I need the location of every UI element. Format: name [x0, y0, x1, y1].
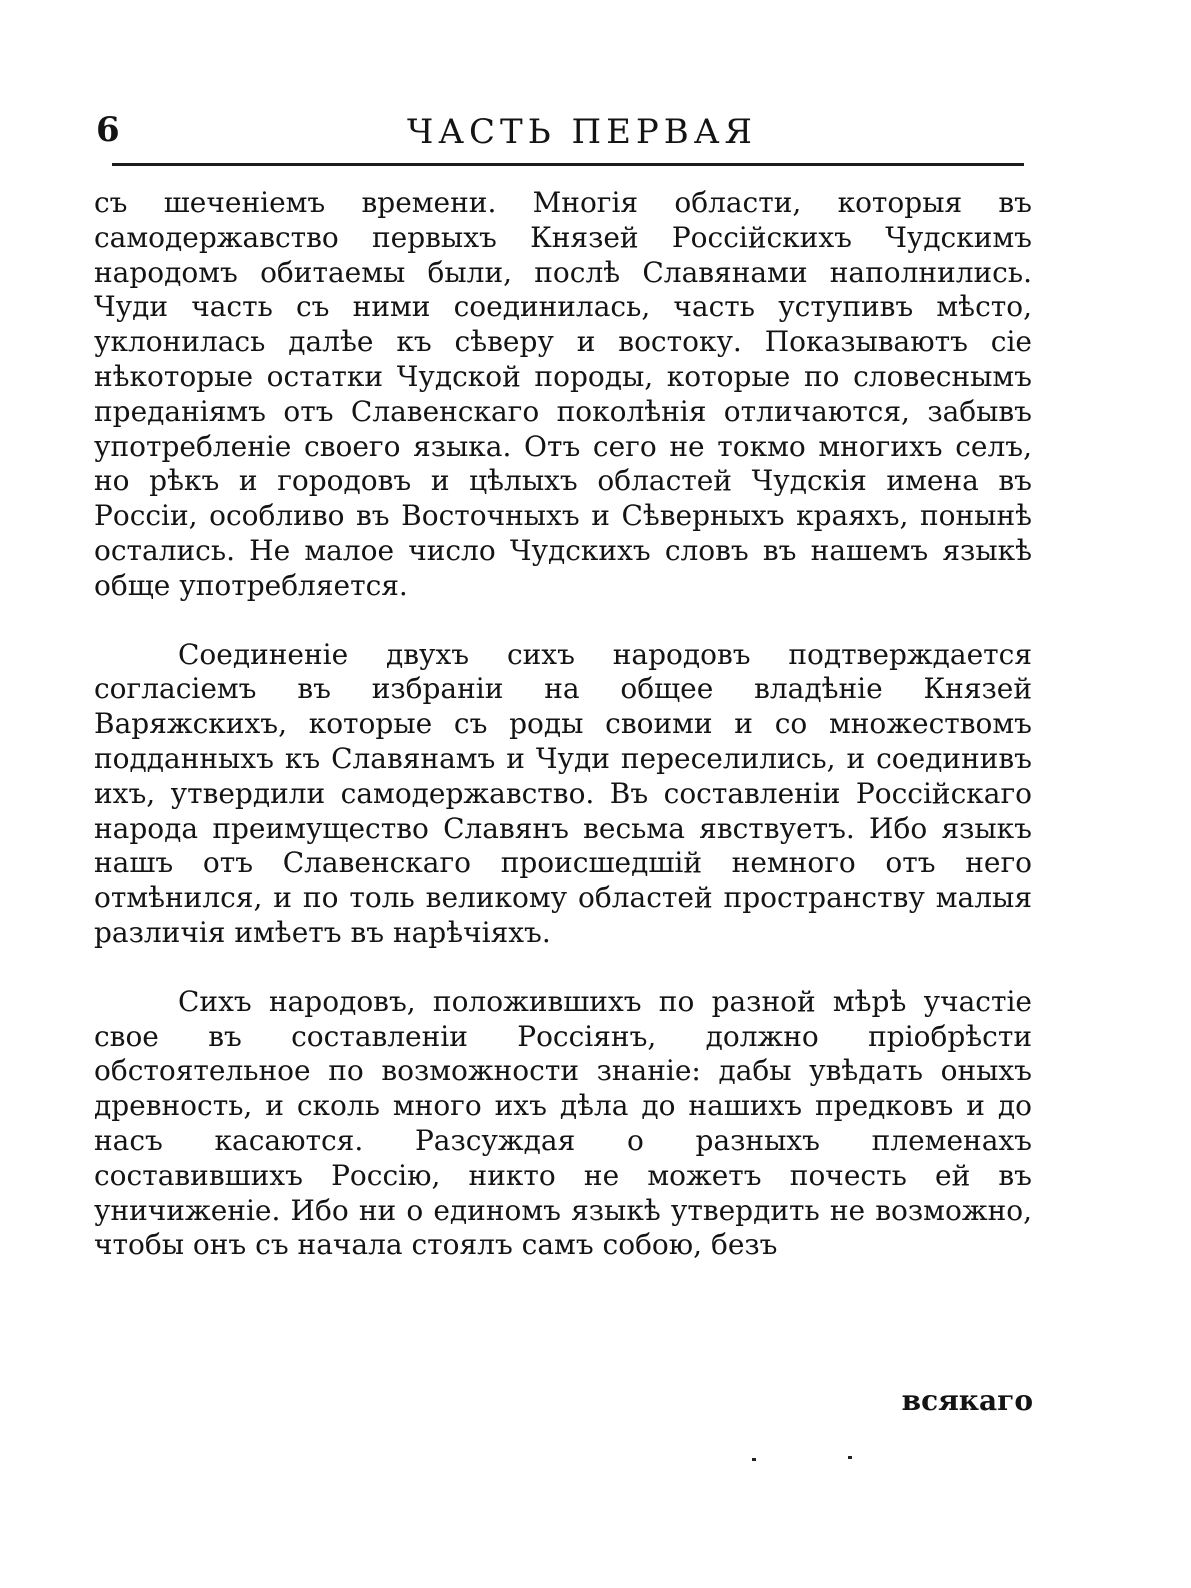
print-speck	[848, 1456, 852, 1459]
print-speck	[752, 1458, 756, 1461]
paragraph-3: Сихъ народовъ, положившихъ по разной мѣрѣ участіе свое въ составленіи Россіянъ, должно пріобрѣсти обстоятельное по возможности знаніе: дабы увѣдать оныхъ древность, и сколь много ихъ дѣла до нашихъ предковъ и до насъ касаются. Разсуждая о разныхъ племенахъ составившихъ Россію, никто не можетъ почесть ей въ уничиженіе. Ибо ни о единомъ языкѣ утвердить не возможно, чтобы онъ съ начала стоялъ самъ собою, безъ	[94, 984, 1032, 1262]
page-number: 6	[96, 110, 120, 150]
running-title: ЧАСТЬ ПЕРВАЯ	[407, 112, 757, 152]
paragraph-2: Соединеніе двухъ сихъ народовъ подтверждается согласіемъ въ избраніи на общее владѣніе Князей Варяжскихъ, которые съ роды своими и со множествомъ подданныхъ къ Славянамъ и Чуди переселились, и соединивъ ихъ, утвердили самодержавство. Въ составленіи Россійскаго народа преимущество Славянъ весьма явствуетъ. Ибо языкъ нашъ отъ Славенскаго происшедшій немного отъ него отмѣнился, и по толь великому областей пространству малыя различія имѣетъ въ нарѣчіяхъ.	[94, 637, 1032, 949]
header-rule	[112, 163, 1024, 166]
paragraph-1: съ шеченіемъ времени. Многія области, которыя въ самодержавство первыхъ Князей Россійскихъ Чудскимъ народомъ обитаемы были, послѣ Славянами наполнились. Чуди часть съ ними соединилась, часть уступивъ мѣсто, уклонилась далѣе къ сѣверу и востоку. Показываютъ сіе нѣкоторые остатки Чудской породы, которые по словеснымъ преданіямъ отъ Славенскаго поколѣнія отличаются, забывъ употребленіе своего языка. Отъ сего не токмо многихъ селъ, но рѣкъ и городовъ и цѣлыхъ областей Чудскія имена въ Россіи, особливо въ Восточныхъ и Сѣверныхъ краяхъ, понынѣ остались. Не малое число Чудскихъ словъ въ нашемъ языкѣ обще употребляется.	[94, 186, 1032, 602]
running-head	[92, 104, 1032, 154]
catchword: всякаго	[901, 1384, 1033, 1417]
body-text	[94, 186, 1032, 1263]
